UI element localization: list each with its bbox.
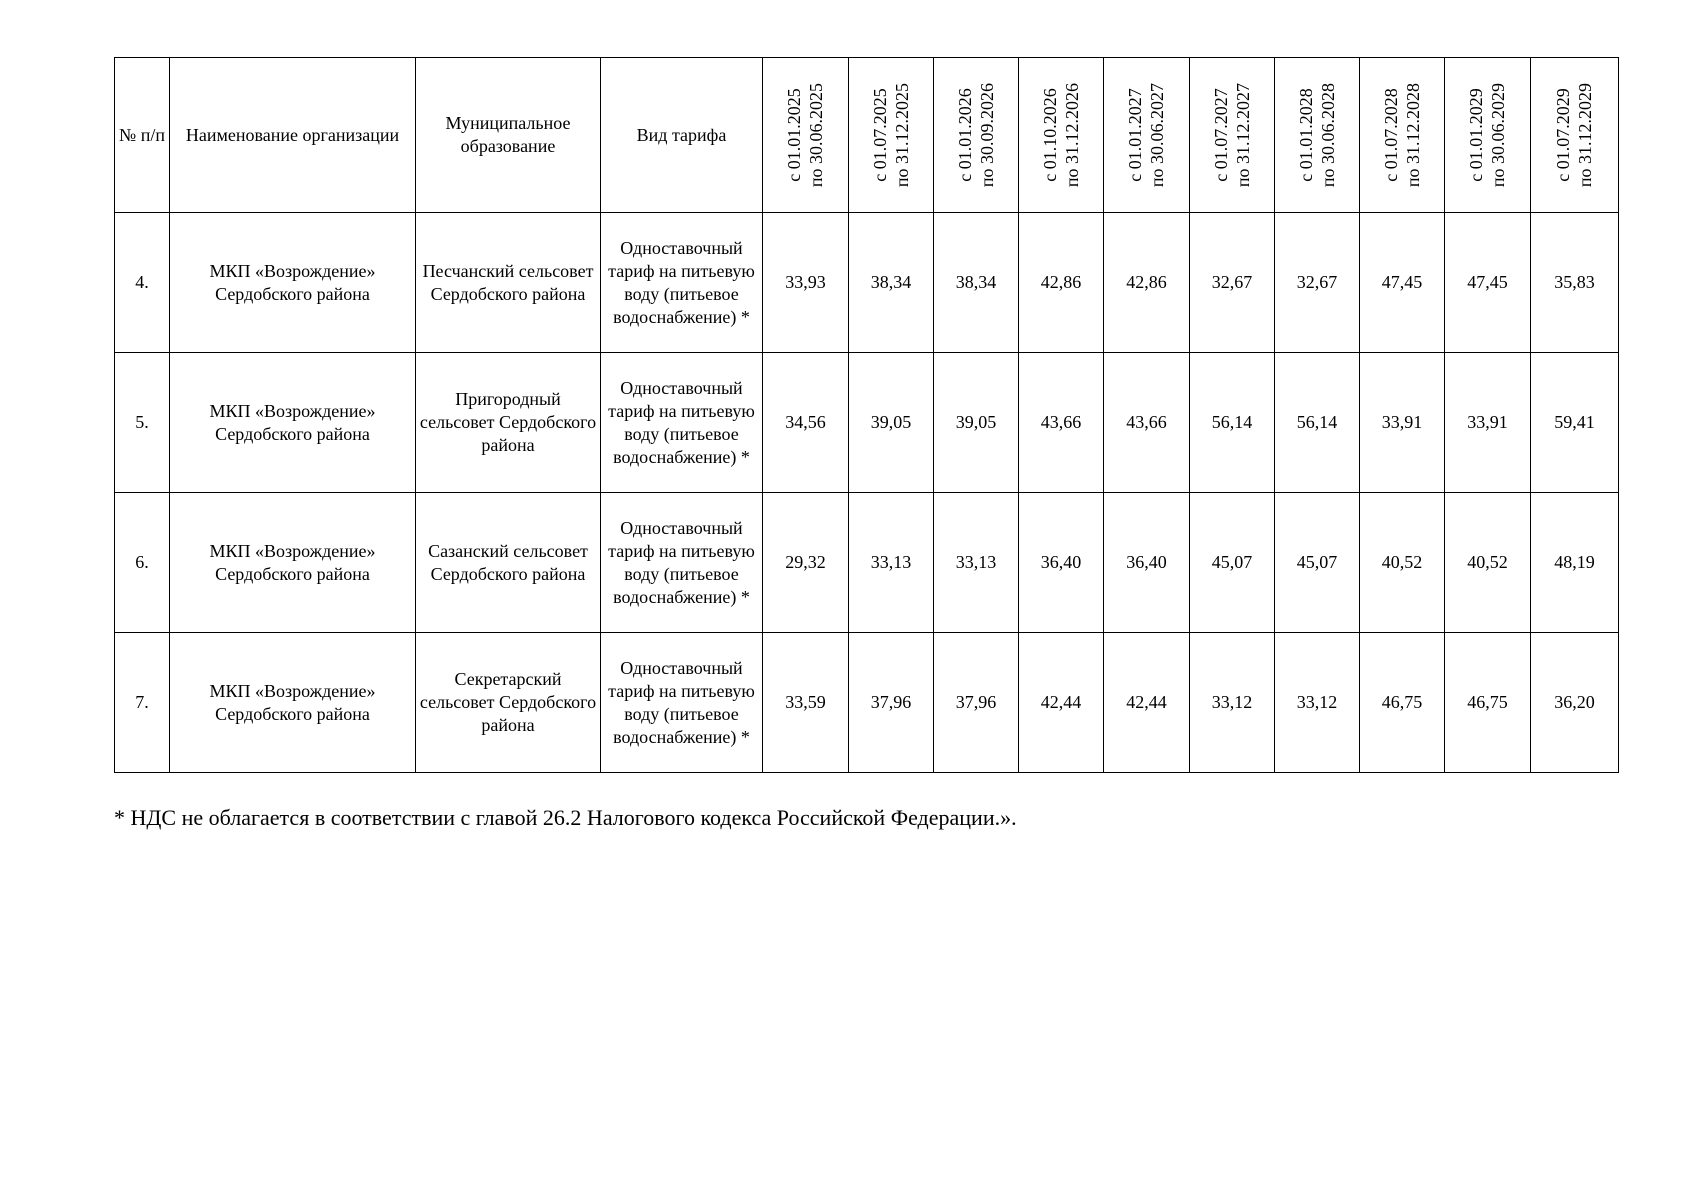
- period-to: по 30.09.2026: [977, 82, 998, 188]
- period-to: по 31.12.2028: [1403, 82, 1424, 188]
- tariff-value: 42,86: [1104, 213, 1190, 353]
- period-from: с 01.01.2028: [1296, 88, 1317, 182]
- table-row: [115, 353, 1619, 493]
- row-org: МКП «Возрождение» Сердобского района: [170, 493, 416, 633]
- header-period: [1360, 58, 1445, 213]
- header-period: [934, 58, 1019, 213]
- tariff-value: 33,13: [849, 493, 934, 633]
- period-to: по 31.12.2029: [1575, 82, 1596, 188]
- period-to: по 31.12.2027: [1233, 82, 1254, 188]
- tariff-value: 33,12: [1190, 633, 1275, 773]
- header-period: [1275, 58, 1360, 213]
- period-to: по 31.12.2026: [1062, 82, 1083, 188]
- period-from: с 01.10.2026: [1040, 88, 1061, 182]
- tariff-value: 32,67: [1190, 213, 1275, 353]
- row-tariff-type: Одноставочный тариф на питьевую воду (питьевое водоснабжение) *: [601, 353, 763, 493]
- tariff-value: 42,44: [1104, 633, 1190, 773]
- tariff-value: 43,66: [1019, 353, 1104, 493]
- tariff-value: 34,56: [763, 353, 849, 493]
- period-from: с 01.07.2025: [870, 88, 891, 182]
- row-num: 6.: [115, 493, 170, 633]
- period-to: по 30.06.2027: [1147, 82, 1168, 188]
- header-period: [1019, 58, 1104, 213]
- tariff-value: 37,96: [849, 633, 934, 773]
- row-municipality: Песчанский сельсовет Сердобского района: [416, 213, 601, 353]
- header-row: [115, 58, 1619, 213]
- tariff-value: 59,41: [1531, 353, 1619, 493]
- row-org: МКП «Возрождение» Сердобского района: [170, 633, 416, 773]
- header-num: № п/п: [115, 58, 170, 213]
- period-from: с 01.01.2029: [1466, 88, 1487, 182]
- tariff-value: 39,05: [849, 353, 934, 493]
- tariff-value: 43,66: [1104, 353, 1190, 493]
- tariff-value: 38,34: [849, 213, 934, 353]
- tariff-value: 36,20: [1531, 633, 1619, 773]
- period-from: с 01.07.2027: [1211, 88, 1232, 182]
- tariff-value: 47,45: [1445, 213, 1531, 353]
- row-num: 5.: [115, 353, 170, 493]
- row-municipality: Пригородный сельсовет Сердобского района: [416, 353, 601, 493]
- tariff-value: 39,05: [934, 353, 1019, 493]
- period-from: с 01.01.2027: [1125, 88, 1146, 182]
- header-period: [1531, 58, 1619, 213]
- tariff-value: 33,91: [1445, 353, 1531, 493]
- row-num: 7.: [115, 633, 170, 773]
- tariff-value: 36,40: [1019, 493, 1104, 633]
- period-from: с 01.07.2029: [1553, 88, 1574, 182]
- header-period: [1445, 58, 1531, 213]
- tariff-value: 47,45: [1360, 213, 1445, 353]
- row-tariff-type: Одноставочный тариф на питьевую воду (питьевое водоснабжение) *: [601, 213, 763, 353]
- period-to: по 30.06.2028: [1318, 82, 1339, 188]
- header-period: [1190, 58, 1275, 213]
- tariff-value: 45,07: [1275, 493, 1360, 633]
- tariff-value: 33,13: [934, 493, 1019, 633]
- tariff-table: [114, 57, 1619, 773]
- tariff-value: 45,07: [1190, 493, 1275, 633]
- row-num: 4.: [115, 213, 170, 353]
- header-period: [849, 58, 934, 213]
- period-to: по 30.06.2029: [1488, 82, 1509, 188]
- period-from: с 01.07.2028: [1381, 88, 1402, 182]
- period-from: с 01.01.2025: [784, 88, 805, 182]
- table-row: [115, 213, 1619, 353]
- row-tariff-type: Одноставочный тариф на питьевую воду (питьевое водоснабжение) *: [601, 633, 763, 773]
- tariff-value: 32,67: [1275, 213, 1360, 353]
- tariff-value: 46,75: [1445, 633, 1531, 773]
- tariff-value: 46,75: [1360, 633, 1445, 773]
- tariff-value: 40,52: [1360, 493, 1445, 633]
- tariff-value: 36,40: [1104, 493, 1190, 633]
- tariff-value: 40,52: [1445, 493, 1531, 633]
- tariff-value: 48,19: [1531, 493, 1619, 633]
- tariff-value: 33,91: [1360, 353, 1445, 493]
- tariff-value: 42,86: [1019, 213, 1104, 353]
- row-org: МКП «Возрождение» Сердобского района: [170, 353, 416, 493]
- table-row: [115, 633, 1619, 773]
- header-municipality: Муниципальное образование: [416, 58, 601, 213]
- tariff-value: 33,12: [1275, 633, 1360, 773]
- tariff-value: 42,44: [1019, 633, 1104, 773]
- row-org: МКП «Возрождение» Сердобского района: [170, 213, 416, 353]
- tariff-value: 33,93: [763, 213, 849, 353]
- tariff-value: 37,96: [934, 633, 1019, 773]
- footnote-vat: * НДС не облагается в соответствии с главой 26.2 Налогового кодекса Российской Федерации.».: [114, 805, 1017, 830]
- tariff-value: 29,32: [763, 493, 849, 633]
- row-municipality: Секретарский сельсовет Сердобского района: [416, 633, 601, 773]
- header-period: [763, 58, 849, 213]
- header-period: [1104, 58, 1190, 213]
- row-municipality: Сазанский сельсовет Сердобского района: [416, 493, 601, 633]
- period-from: с 01.01.2026: [955, 88, 976, 182]
- table-row: [115, 493, 1619, 633]
- row-tariff-type: Одноставочный тариф на питьевую воду (питьевое водоснабжение) *: [601, 493, 763, 633]
- header-org: Наименование организации: [170, 58, 416, 213]
- tariff-value: 35,83: [1531, 213, 1619, 353]
- tariff-value: 33,59: [763, 633, 849, 773]
- period-to: по 30.06.2025: [806, 82, 827, 188]
- tariff-value: 56,14: [1275, 353, 1360, 493]
- tariff-value: 38,34: [934, 213, 1019, 353]
- period-to: по 31.12.2025: [892, 82, 913, 188]
- header-tariff-type: Вид тарифа: [601, 58, 763, 213]
- tariff-value: 56,14: [1190, 353, 1275, 493]
